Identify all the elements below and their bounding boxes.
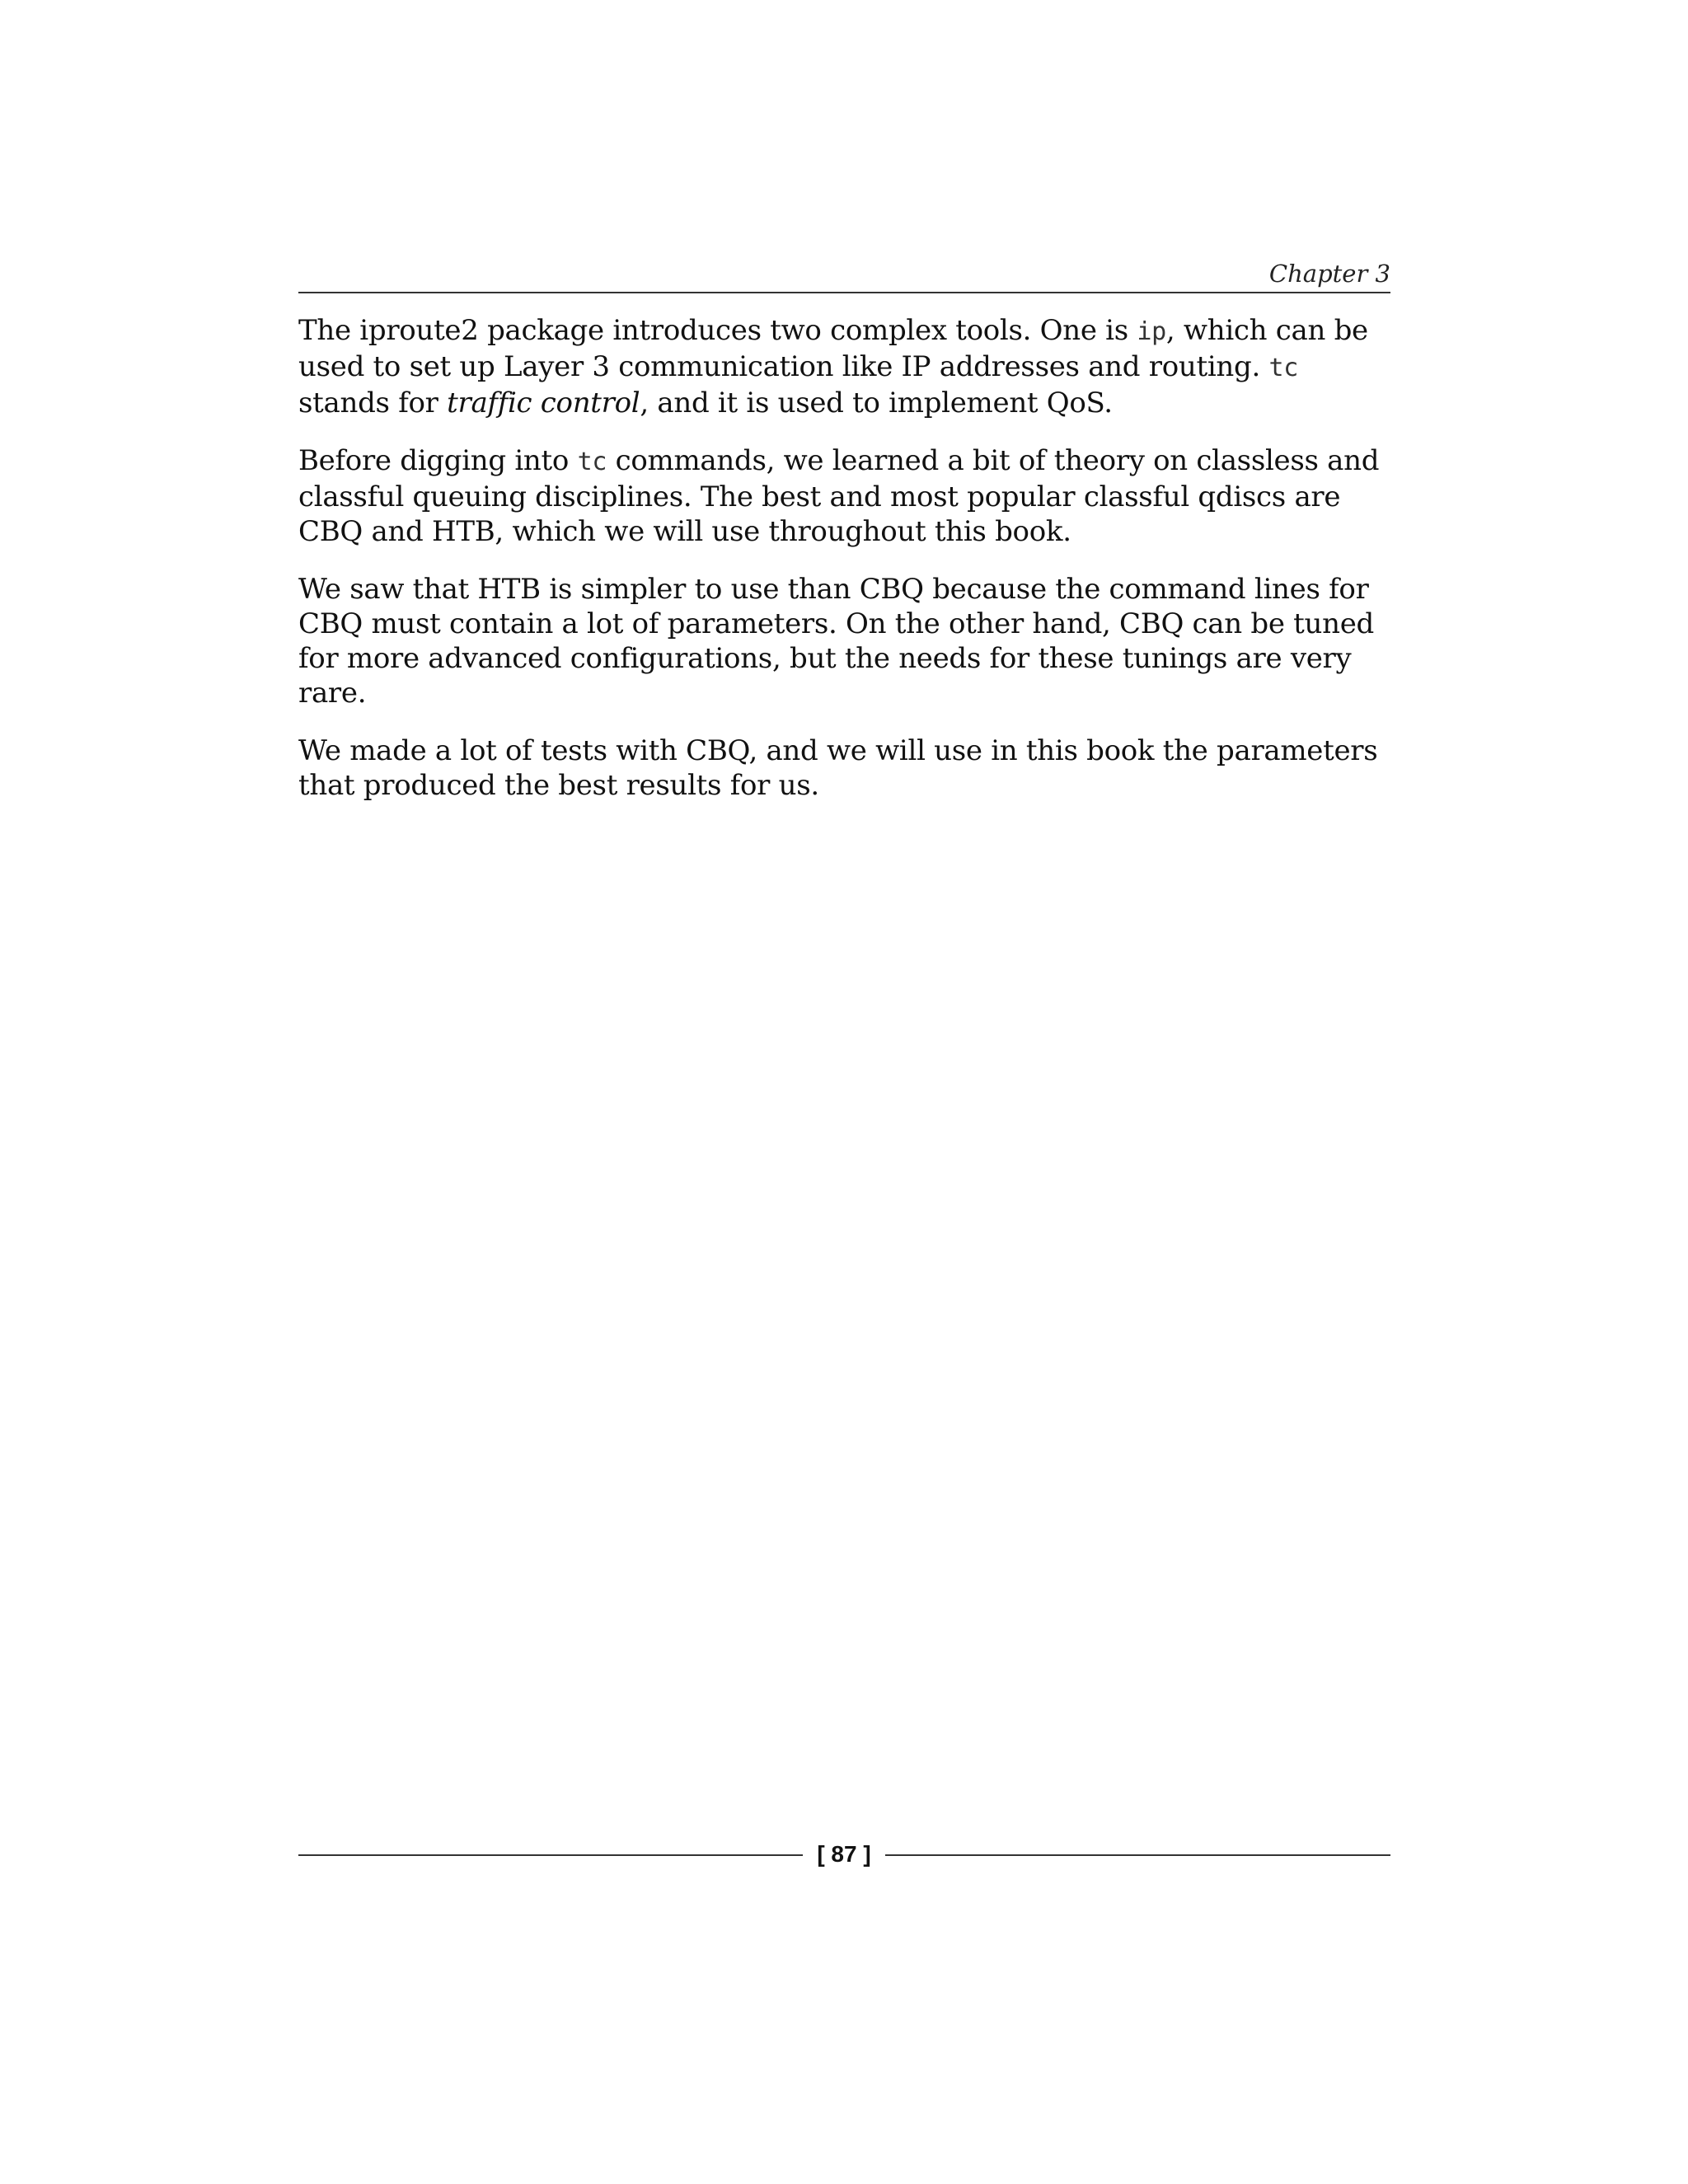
paragraph-3 xyxy=(298,572,1395,710)
footer-rule-right xyxy=(885,1854,1390,1856)
header-rule xyxy=(298,292,1390,293)
running-header-chapter: Chapter 3 xyxy=(1268,260,1390,288)
paragraph-2 xyxy=(298,443,1395,549)
page-footer xyxy=(298,1838,1390,1871)
code-ip: ip xyxy=(1137,317,1166,346)
paragraph-1-text-4: , and it is used to implement QoS. xyxy=(640,387,1113,419)
paragraph-1 xyxy=(298,313,1395,420)
paragraph-1-text-3: stands for xyxy=(298,387,448,419)
paragraph-3-text-1: We saw that HTB is simpler to use than CBQ because the command lines for CBQ must contain a lot of parameters. On the other hand, CBQ can be tuned for more advanced configurations, but the needs for these tunings are very rare. xyxy=(298,573,1374,710)
code-tc: tc xyxy=(1268,354,1299,382)
page-number: [ 87 ] xyxy=(817,1841,871,1867)
footer-rule-left xyxy=(298,1854,803,1856)
paragraph-4 xyxy=(298,733,1395,803)
paragraph-1-text-1: The iproute2 package introduces two complex tools. One is xyxy=(298,314,1137,347)
paragraph-4-text-1: We made a lot of tests with CBQ, and we will use in this book the parameters that produced the best results for us. xyxy=(298,734,1378,802)
code-tc: tc xyxy=(577,448,607,476)
paragraph-1-text-2: , which can be used to set up Layer 3 communication like IP addresses and routing. xyxy=(298,314,1368,383)
emphasis-traffic-control: traffic control xyxy=(447,387,640,419)
paragraph-2-text-2: commands, we learned a bit of theory on classless and classful queuing disciplines. The best and most popular classful qdiscs are CBQ and HTB, which we will use throughout this book. xyxy=(298,444,1380,548)
body-text xyxy=(298,313,1395,826)
paragraph-2-text-1: Before digging into xyxy=(298,444,578,477)
